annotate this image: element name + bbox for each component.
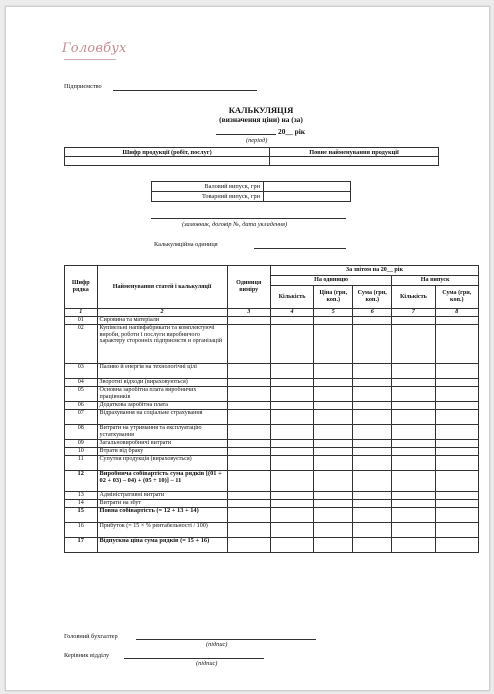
- row-name: Загальновиробничі витрати: [97, 440, 227, 448]
- table-row: [65, 448, 479, 456]
- value-cell[interactable]: [392, 387, 435, 402]
- value-cell[interactable]: [353, 325, 392, 364]
- report-header: За звітом на 20__ рік: [270, 266, 478, 276]
- year-text: 20__ рік: [278, 127, 306, 136]
- per-unit-header: На одиницю: [270, 275, 391, 285]
- product-code-header: Шифр продукції (робіт, послуг): [65, 148, 270, 157]
- output-table: [151, 181, 351, 202]
- value-cell[interactable]: [314, 425, 353, 440]
- value-cell[interactable]: [227, 523, 270, 538]
- price-header: Ціна (грн, коп.): [314, 285, 353, 308]
- value-cell[interactable]: [353, 492, 392, 500]
- value-cell[interactable]: [392, 425, 435, 440]
- value-cell[interactable]: [353, 500, 392, 508]
- column-numbers-row: [65, 309, 479, 317]
- row-name: Додаткова заробітна плата: [97, 402, 227, 410]
- code-header: Шифр рядка: [65, 266, 98, 309]
- row-name: Паливо й енергія на технологічні цілі: [97, 364, 227, 379]
- value-cell[interactable]: [270, 425, 313, 440]
- value-cell[interactable]: [435, 523, 478, 538]
- value-cell[interactable]: [270, 508, 313, 523]
- customer-line: [151, 218, 346, 219]
- value-cell[interactable]: [314, 523, 353, 538]
- row-name: Супутня продукція (вираховується): [97, 456, 227, 471]
- row-code: 05: [65, 387, 98, 402]
- row-name: Повна собівартість (= 12 + 13 + 14): [97, 508, 227, 523]
- enterprise-line: [113, 90, 257, 91]
- period-note: (період): [246, 137, 268, 144]
- column-number: 3: [227, 309, 270, 317]
- value-cell[interactable]: [435, 471, 478, 492]
- column-number: 5: [314, 309, 353, 317]
- row-code: 10: [65, 448, 98, 456]
- accountant-signature-note: (підпис): [206, 641, 228, 648]
- value-cell[interactable]: [270, 440, 313, 448]
- value-cell[interactable]: [227, 471, 270, 492]
- table-row: [65, 364, 479, 379]
- row-name: Сировина та матеріали: [97, 317, 227, 325]
- value-cell[interactable]: [270, 500, 313, 508]
- value-cell[interactable]: [392, 508, 435, 523]
- row-code: 16: [65, 523, 98, 538]
- value-cell[interactable]: [270, 325, 313, 364]
- row-code: 12: [65, 471, 98, 492]
- commodity-output-label: Товарний випуск, грн: [152, 192, 264, 202]
- value-cell[interactable]: [314, 387, 353, 402]
- value-cell[interactable]: [227, 456, 270, 471]
- value-cell[interactable]: [435, 387, 478, 402]
- value-cell[interactable]: [353, 379, 392, 387]
- value-cell[interactable]: [353, 471, 392, 492]
- head-signature-note: (підпис): [196, 660, 218, 667]
- column-number: 4: [270, 309, 313, 317]
- doc-subtitle: (визначення ціни) на (за): [219, 115, 303, 124]
- row-name: Втрати від браку: [97, 448, 227, 456]
- row-name: Виробнича собівартість сума рядків [(01 + 02 + 03) – 04) + (05 ÷ 10)] – 11: [97, 471, 227, 492]
- customer-note: (замовник, договір №, дата укладення): [182, 221, 288, 228]
- value-cell[interactable]: [314, 379, 353, 387]
- value-cell[interactable]: [270, 317, 313, 325]
- value-cell[interactable]: [392, 538, 435, 553]
- table-row: [65, 410, 479, 425]
- row-code: 15: [65, 508, 98, 523]
- table-row: [65, 317, 479, 325]
- document-page: [5, 6, 490, 691]
- period-line: [216, 134, 276, 135]
- row-name: Основна заробітна плата виробничих працівників: [97, 387, 227, 402]
- value-cell[interactable]: [270, 387, 313, 402]
- value-cell[interactable]: [353, 523, 392, 538]
- value-cell[interactable]: [270, 523, 313, 538]
- value-cell[interactable]: [314, 492, 353, 500]
- value-cell[interactable]: [392, 500, 435, 508]
- value-cell[interactable]: [353, 364, 392, 379]
- table-row: [65, 440, 479, 448]
- value-cell[interactable]: [227, 317, 270, 325]
- value-cell[interactable]: [392, 402, 435, 410]
- value-cell[interactable]: [435, 425, 478, 440]
- table-row: [65, 387, 479, 402]
- value-cell[interactable]: [314, 456, 353, 471]
- sum-header: Сума (грн, коп.): [353, 285, 392, 308]
- value-cell[interactable]: [270, 364, 313, 379]
- row-code: 03: [65, 364, 98, 379]
- row-code: 07: [65, 410, 98, 425]
- value-cell[interactable]: [392, 523, 435, 538]
- value-cell[interactable]: [435, 364, 478, 379]
- row-name: Відпускна ціна сума рядків (= 15 + 16): [97, 538, 227, 553]
- column-number: 2: [97, 309, 227, 317]
- value-cell[interactable]: [270, 379, 313, 387]
- value-cell[interactable]: [227, 402, 270, 410]
- value-cell[interactable]: [435, 325, 478, 364]
- value-cell[interactable]: [314, 500, 353, 508]
- value-cell[interactable]: [270, 538, 313, 553]
- row-code: 13: [65, 492, 98, 500]
- table-row: [65, 508, 479, 523]
- unit-header: Одиниця виміру: [227, 266, 270, 309]
- accountant-label: Головний бухгалтер: [64, 633, 118, 640]
- column-number: 8: [435, 309, 478, 317]
- value-cell[interactable]: [353, 538, 392, 553]
- qty-header: Кількість: [270, 285, 313, 308]
- value-cell[interactable]: [435, 379, 478, 387]
- row-code: 17: [65, 538, 98, 553]
- product-name-header: Повне найменування продукції: [270, 148, 439, 157]
- value-cell[interactable]: [353, 425, 392, 440]
- value-cell[interactable]: [270, 402, 313, 410]
- sum2-header: Сума (грн, коп.): [435, 285, 478, 308]
- value-cell[interactable]: [392, 440, 435, 448]
- value-cell[interactable]: [270, 410, 313, 425]
- value-cell[interactable]: [227, 379, 270, 387]
- value-cell[interactable]: [435, 402, 478, 410]
- value-cell[interactable]: [392, 492, 435, 500]
- table-row: [65, 379, 479, 387]
- value-cell[interactable]: [392, 448, 435, 456]
- value-cell[interactable]: [227, 440, 270, 448]
- row-name: Зворотні відходи (вираховуються): [97, 379, 227, 387]
- value-cell[interactable]: [435, 538, 478, 553]
- value-cell[interactable]: [227, 538, 270, 553]
- value-cell[interactable]: [353, 456, 392, 471]
- column-number: 1: [65, 309, 98, 317]
- value-cell[interactable]: [353, 448, 392, 456]
- calculation-table: [64, 265, 479, 553]
- row-name: Прибуток (= 15 × % рентабельності / 100): [97, 523, 227, 538]
- accountant-sign-line: [136, 639, 316, 640]
- table-row: [65, 425, 479, 440]
- table-row: [65, 523, 479, 538]
- value-cell[interactable]: [314, 402, 353, 410]
- table-row: [65, 471, 479, 492]
- value-cell[interactable]: [435, 492, 478, 500]
- value-cell[interactable]: [314, 410, 353, 425]
- value-cell[interactable]: [227, 410, 270, 425]
- table-row: [65, 402, 479, 410]
- value-cell[interactable]: [435, 317, 478, 325]
- head-label: Керівник відділу: [64, 652, 110, 659]
- value-cell[interactable]: [392, 325, 435, 364]
- value-cell[interactable]: [353, 508, 392, 523]
- value-cell[interactable]: [227, 325, 270, 364]
- product-table: [64, 147, 439, 166]
- value-cell[interactable]: [314, 538, 353, 553]
- value-cell[interactable]: [353, 402, 392, 410]
- value-cell[interactable]: [314, 325, 353, 364]
- doc-title: КАЛЬКУЛЯЦІЯ: [228, 105, 294, 115]
- value-cell[interactable]: [392, 410, 435, 425]
- row-name: Витрати на збут: [97, 500, 227, 508]
- row-code: 14: [65, 500, 98, 508]
- row-code: 11: [65, 456, 98, 471]
- value-cell[interactable]: [314, 448, 353, 456]
- value-cell[interactable]: [227, 492, 270, 500]
- gross-output-value[interactable]: [264, 182, 351, 192]
- value-cell[interactable]: [227, 387, 270, 402]
- value-cell[interactable]: [435, 500, 478, 508]
- value-cell[interactable]: [392, 456, 435, 471]
- value-cell[interactable]: [314, 471, 353, 492]
- unit-label: Калькуляційна одиниця: [154, 241, 218, 248]
- value-cell[interactable]: [227, 364, 270, 379]
- value-cell[interactable]: [227, 425, 270, 440]
- value-cell[interactable]: [270, 448, 313, 456]
- value-cell[interactable]: [314, 440, 353, 448]
- golovbukh-logo: Головбух: [62, 41, 127, 56]
- value-cell[interactable]: [314, 317, 353, 325]
- value-cell[interactable]: [227, 508, 270, 523]
- row-name: Адміністративні витрати: [97, 492, 227, 500]
- enterprise-label: Підприємство: [64, 83, 102, 90]
- table-row: [65, 325, 479, 364]
- qty2-header: Кількість: [392, 285, 435, 308]
- per-output-header: На випуск: [392, 275, 479, 285]
- row-code: 09: [65, 440, 98, 448]
- unit-line: [254, 248, 346, 249]
- value-cell[interactable]: [353, 410, 392, 425]
- value-cell[interactable]: [392, 471, 435, 492]
- column-number: 7: [392, 309, 435, 317]
- row-name: Витрати на утримання та експлуатацію устаткування: [97, 425, 227, 440]
- value-cell[interactable]: [227, 500, 270, 508]
- value-cell[interactable]: [353, 317, 392, 325]
- table-row: [65, 492, 479, 500]
- table-row: [65, 456, 479, 471]
- table-row: [65, 538, 479, 553]
- row-name: Купівельні напівфабрикати та комплектуючі вироби, роботи і послуги виробничого характеру сторонніх підприємств и організацій: [97, 325, 227, 364]
- gross-output-label: Валовий випуск, грн: [152, 182, 264, 192]
- value-cell[interactable]: [392, 364, 435, 379]
- name-header: Найменування статей і калькуляції: [97, 266, 227, 309]
- row-code: 04: [65, 379, 98, 387]
- head-sign-line: [124, 658, 264, 659]
- row-code: 01: [65, 317, 98, 325]
- row-code: 02: [65, 325, 98, 364]
- product-name-cell[interactable]: [270, 157, 439, 166]
- value-cell[interactable]: [392, 379, 435, 387]
- row-name: Відрахування на соціальне страхування: [97, 410, 227, 425]
- value-cell[interactable]: [270, 456, 313, 471]
- product-code-cell[interactable]: [65, 157, 270, 166]
- column-number: 6: [353, 309, 392, 317]
- value-cell[interactable]: [270, 492, 313, 500]
- value-cell[interactable]: [314, 364, 353, 379]
- row-code: 06: [65, 402, 98, 410]
- value-cell[interactable]: [270, 471, 313, 492]
- commodity-output-value[interactable]: [264, 192, 351, 202]
- value-cell[interactable]: [314, 508, 353, 523]
- value-cell[interactable]: [353, 440, 392, 448]
- value-cell[interactable]: [435, 440, 478, 448]
- value-cell[interactable]: [227, 448, 270, 456]
- logo-underline: [64, 59, 116, 60]
- row-code: 08: [65, 425, 98, 440]
- value-cell[interactable]: [435, 410, 478, 425]
- value-cell[interactable]: [392, 317, 435, 325]
- value-cell[interactable]: [435, 448, 478, 456]
- value-cell[interactable]: [435, 456, 478, 471]
- value-cell[interactable]: [435, 508, 478, 523]
- value-cell[interactable]: [353, 387, 392, 402]
